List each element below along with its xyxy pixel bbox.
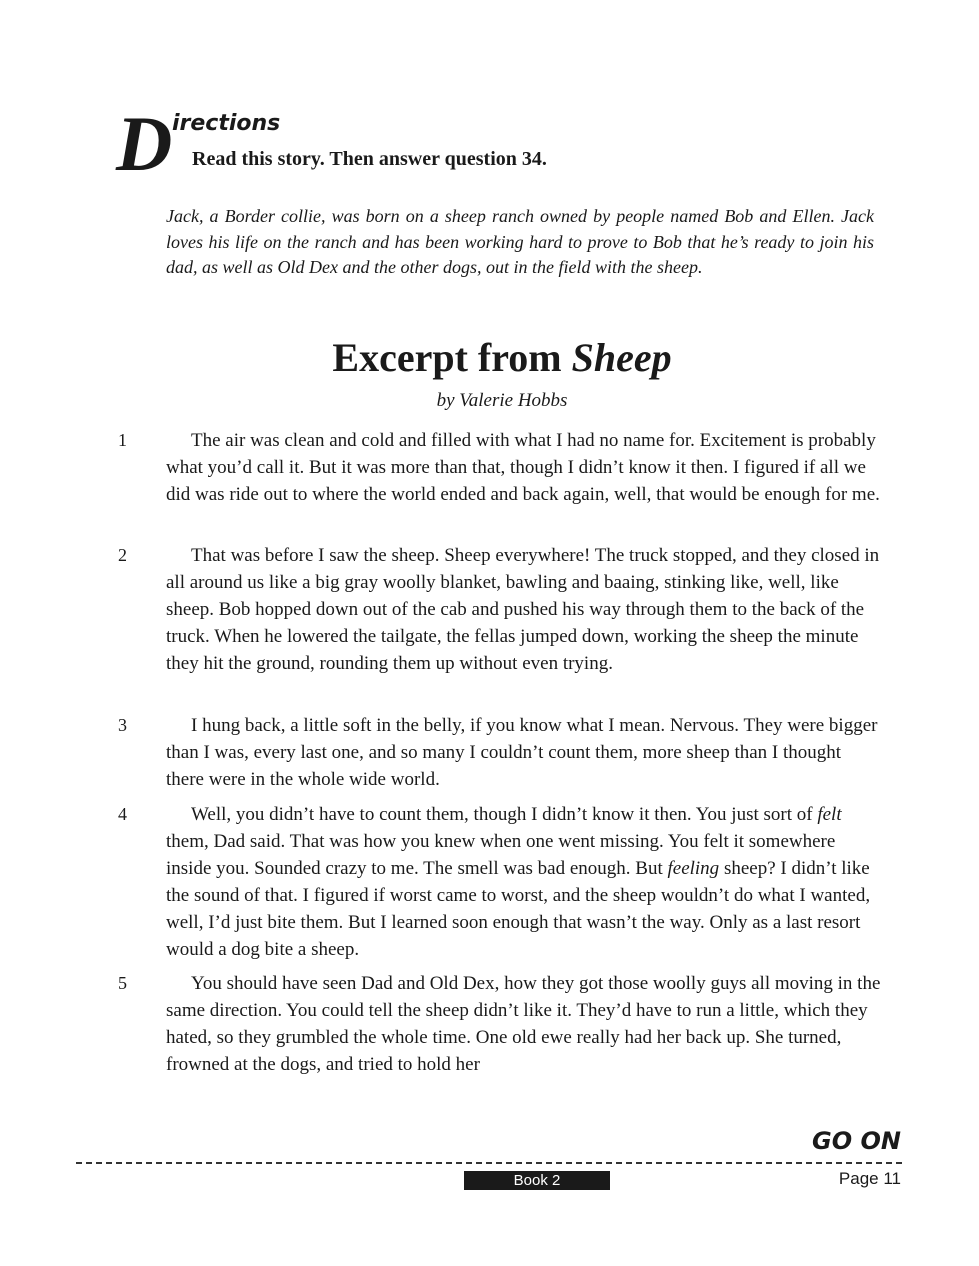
paragraph-number: 1 [118,430,127,450]
intro-paragraph: Jack, a Border collie, was born on a sheep ranch owned by people named Bob and Ellen. Jack loves his life on the ranch and has been working hard to prove to Bob that he’s ready to join his dad, as well as Old Dex and the other dogs, out in the field with the sheep. [166,206,874,277]
directions-heading [116,100,816,187]
paragraph-text-part: Well, you didn’t have to count them, though I didn’t know it then. You just sort of [191,804,818,825]
paragraph-text: That was before I saw the sheep. Sheep everywhere! The truck stopped, and they closed in all around us like a big gray woolly blanket, bawling and baaing, stinking like, well, like sheep. Bob hopped down out of the cab and pushed his way through them to the back of the truck. When he lowered the tailgate, the fellas jumped down, working the sheep the minute they hit the ground, rounding them up without even trying. [166,545,880,674]
story-title-prefix: Excerpt from [332,335,572,380]
paragraph-text: I hung back, a little soft in the belly, if you know what I mean. Nervous. They were bigger than I was, every last one, and so many I couldn’t count them, more sheep than I thought there were in the whole wide world. [166,715,878,790]
story-author: by Valerie Hobbs [436,390,568,411]
paragraph-text: The air was clean and cold and filled with what I had no name for. Excitement is probably what you’d call it. But it was more than that, though I didn’t know it then. I figured if all we did was ride out to where the world ended and back again, well, that would be enough for me. [166,430,880,505]
story-title-italic: Sheep [571,335,672,380]
page-number: Page 11 [838,1169,901,1188]
directions-instruction: Read this story. Then answer question 34. [192,148,547,170]
paragraph-text-part: sheep? I didn’t like the sound of that. I figured if worst came to worst, and the sheep wouldn’t do what I wanted, well, I’d just bite them. But I learned soon enough that wasn’t the way. Only as a last resort would a dog bite a sheep. [166,858,871,960]
paragraph-number: 4 [118,804,127,824]
directions-drop-cap: D [116,100,173,187]
paragraph-text: You should have seen Dad and Old Dex, how they got those woolly guys all moving in the same direction. You could tell the sheep didn’t like it. They’d have to run a little, which they hated, so they grumbled the whole time. One old ewe really had her back up. She turned, frowned at the dogs, and tried to hold her [166,973,881,1075]
paragraph-number: 3 [118,715,127,735]
story-title [0,334,979,382]
paragraph-text [166,801,882,963]
paragraph-text-part: them, Dad said. That was how you knew when one went missing. You felt it somewhere inside you. Sounded crazy to me. The smell was bad enough. But [166,831,836,879]
book-badge: Book 2 [464,1171,610,1190]
paragraph-emphasis: felt [817,804,842,825]
paragraph-number: 2 [118,545,127,565]
go-on-label: GO ON [812,1127,901,1155]
directions-word: irections [172,111,281,136]
paragraph-number: 5 [118,973,127,993]
paragraph-emphasis: feeling [667,858,720,879]
footer-dashed-rule [76,1162,902,1164]
